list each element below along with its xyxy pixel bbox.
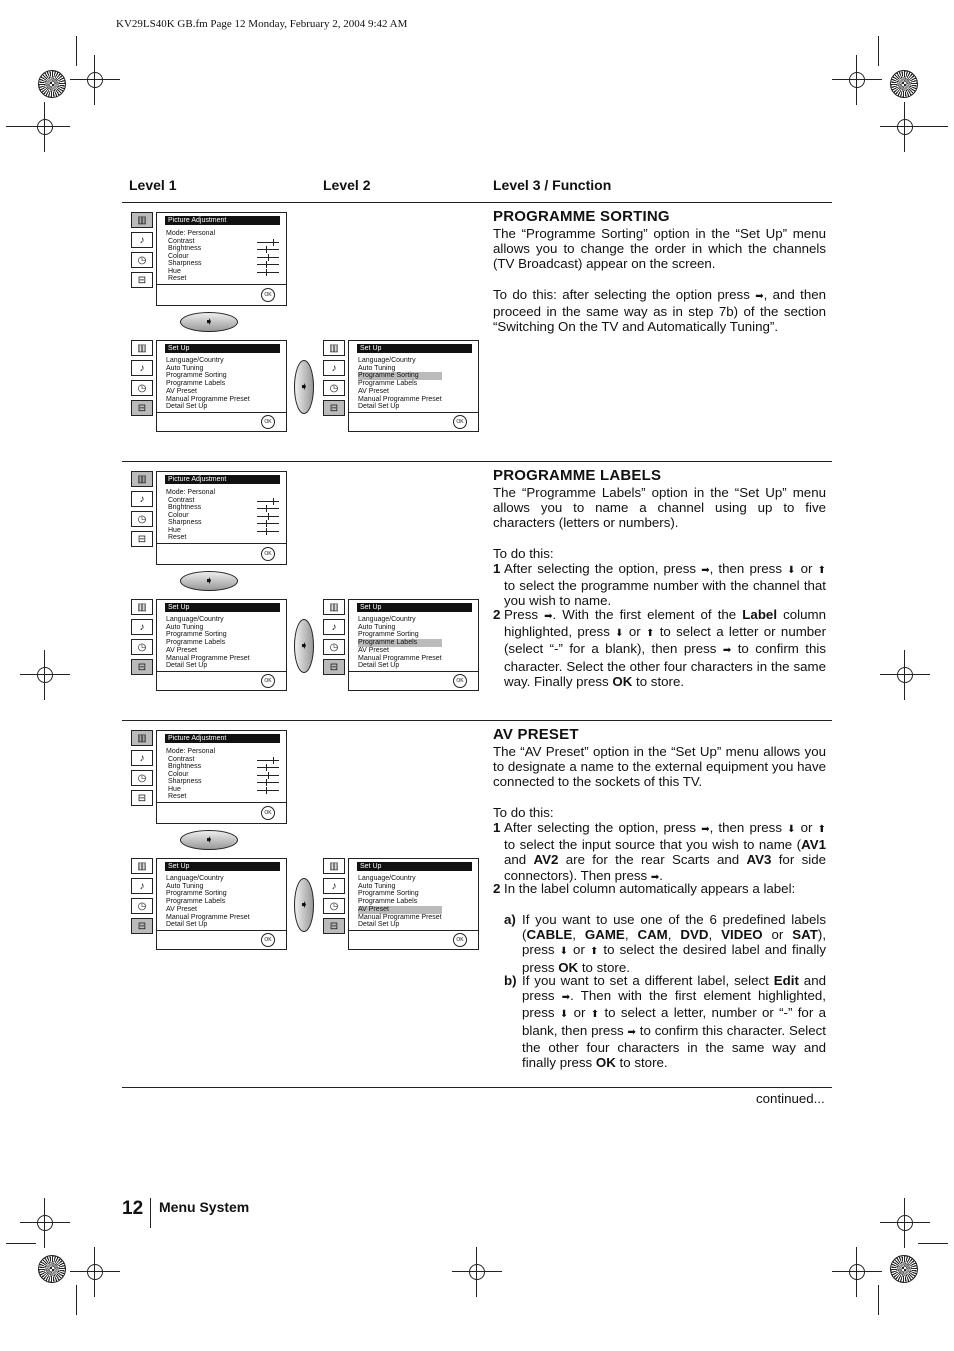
menu-title: Picture Adjustment (165, 216, 280, 225)
footer-divider (150, 1198, 151, 1228)
picture-icon: ▥ (131, 212, 153, 228)
timer-icon: ◷ (131, 898, 153, 914)
ok-button-icon: OK (453, 674, 467, 688)
menu-item: Detail Set Up (358, 921, 400, 929)
footer-section: Menu System (159, 1199, 250, 1215)
timer-icon: ◷ (131, 770, 153, 786)
setup-icon: ⊟ (131, 659, 153, 675)
menu-item: Language/Country (358, 357, 416, 364)
crosshair-mark (30, 1208, 60, 1238)
down-arrow-icon: ➧ (180, 312, 238, 332)
crosshair-mark (30, 112, 60, 142)
down-arrow-icon: ➧ (180, 830, 238, 850)
setup-icon: ⊟ (131, 272, 153, 288)
crosshair-mark (842, 65, 872, 95)
substep-letter: a) (504, 912, 516, 927)
right-arrow-icon: ➡ (544, 611, 553, 622)
picture-icon: ▥ (131, 730, 153, 746)
menu-item: Detail Set Up (166, 403, 208, 411)
menu-item: Colour (168, 252, 189, 260)
section-rule (122, 202, 832, 203)
menu-item: AV Preset (358, 646, 389, 654)
right-arrow-icon: ➡ (627, 1026, 636, 1038)
step-text: After selecting the option, press ➡, then press ⬇ or ⬆ to select the input source that you wish to name (AV1 and AV2 are for the rear Scarts and AV3 for side connectors). Then press ➡. (504, 820, 826, 885)
level3-heading: Level 3 / Function (493, 177, 612, 193)
sound-icon: ♪ (131, 360, 153, 376)
mode-label: Mode: Personal (166, 748, 216, 755)
sound-icon: ♪ (131, 750, 153, 766)
menu-title: Set Up (165, 344, 280, 353)
section-title: PROGRAMME SORTING (493, 208, 670, 225)
sound-icon: ♪ (323, 619, 345, 635)
menu-item: Hue (168, 785, 181, 793)
timer-icon: ◷ (323, 639, 345, 655)
menu-item: Brightness (168, 763, 202, 770)
menu-item: Colour (168, 770, 189, 778)
timer-icon: ◷ (323, 380, 345, 396)
picture-icon: ▥ (323, 340, 345, 356)
menu-item: Language/Country (358, 875, 416, 882)
right-arrow-icon: ➧ (294, 619, 314, 673)
menu-item: Programme Sorting (358, 890, 419, 898)
menu-title: Set Up (357, 344, 472, 353)
menu-item-highlighted: Programme Labels (358, 639, 442, 647)
menu-item: Contrast (168, 755, 195, 763)
menu-item: Programme Labels (166, 898, 226, 906)
picture-icon: ▥ (131, 471, 153, 487)
setup-menu (156, 340, 287, 432)
timer-icon: ◷ (131, 639, 153, 655)
menu-item: Contrast (168, 237, 195, 245)
crosshair-mark (890, 1208, 920, 1238)
step-text: After selecting the option, press ➡, then press ⬇ or ⬆ to select the programme number with the channel that you wish to name. (504, 561, 826, 609)
up-arrow-icon: ⬆ (817, 565, 826, 576)
setup-menu (156, 599, 287, 691)
menu-item: Reset (168, 534, 187, 541)
step-number: 1 (493, 820, 501, 835)
menu-item: Detail Set Up (166, 662, 208, 670)
down-arrow-icon: ⬇ (559, 1009, 569, 1021)
section-paragraph: The “Programme Labels” option in the “Set Up” menu allows you to name a channel using up to five characters (letters or numbers). (493, 485, 826, 531)
sound-icon: ♪ (131, 232, 153, 248)
right-arrow-icon: ➧ (294, 878, 314, 932)
section-paragraph: The “AV Preset” option in the “Set Up” menu allows you to designate a name to the external equipment you have connected to the sockets of this TV. (493, 744, 826, 790)
sound-icon: ♪ (131, 878, 153, 894)
menu-item: Language/Country (166, 616, 224, 623)
section-title: PROGRAMME LABELS (493, 467, 662, 484)
menu-item: Auto Tuning (166, 882, 204, 890)
sound-icon: ♪ (131, 619, 153, 635)
menu-item: Programme Sorting (166, 631, 227, 639)
right-arrow-icon: ➧ (294, 360, 314, 414)
setup-menu-level2 (348, 340, 479, 432)
menu-item: Programme Labels (358, 380, 418, 388)
menu-item: Auto Tuning (166, 623, 204, 631)
menu-item: Detail Set Up (166, 921, 208, 929)
continued-label: continued... (756, 1091, 825, 1106)
registration-rosette (890, 1255, 918, 1283)
todo-label: To do this: (493, 805, 554, 820)
setup-icon: ⊟ (323, 659, 345, 675)
up-arrow-icon: ⬆ (817, 824, 826, 835)
menu-title: Set Up (165, 862, 280, 871)
ok-button-icon: OK (261, 547, 275, 561)
menu-item: Manual Programme Preset (358, 654, 442, 662)
crosshair-mark (890, 112, 920, 142)
section-paragraph: The “Programme Sorting” option in the “Set Up” menu allows you to change the order in which the channels (TV Broadcast) appear on the screen. (493, 226, 826, 272)
mode-label: Mode: Personal (166, 489, 216, 496)
menu-item: Auto Tuning (166, 364, 204, 372)
menu-item: Auto Tuning (358, 364, 396, 372)
down-arrow-icon: ⬇ (559, 946, 568, 958)
ok-button-icon: OK (453, 415, 467, 429)
menu-item: Hue (168, 526, 181, 534)
right-arrow-icon: ➡ (650, 871, 660, 883)
level1-heading: Level 1 (129, 177, 177, 193)
menu-item: Reset (168, 275, 187, 282)
level2-heading: Level 2 (323, 177, 371, 193)
down-arrow-icon: ➧ (180, 571, 238, 591)
step-number: 2 (493, 881, 501, 896)
menu-item: Manual Programme Preset (358, 913, 442, 921)
menu-item-highlighted: Programme Sorting (358, 372, 442, 380)
step-number: 1 (493, 561, 501, 576)
setup-menu-level2 (348, 858, 479, 950)
setup-menu-level2 (348, 599, 479, 691)
menu-item: Sharpness (168, 260, 202, 267)
substep-letter: b) (504, 973, 517, 988)
picture-menu (156, 730, 287, 824)
crosshair-mark (462, 1257, 492, 1287)
menu-item: Programme Sorting (358, 631, 419, 639)
menu-item: AV Preset (358, 387, 389, 395)
crosshair-mark (30, 660, 60, 690)
menu-item-highlighted: AV Preset (358, 906, 442, 914)
section-rule (122, 720, 832, 721)
setup-menu (156, 858, 287, 950)
right-arrow-icon: ➡ (722, 645, 732, 657)
picture-icon: ▥ (131, 599, 153, 615)
menu-item: Brightness (168, 245, 202, 252)
menu-item: Programme Labels (166, 639, 226, 647)
menu-item: Sharpness (168, 778, 202, 785)
menu-item: Brightness (168, 504, 202, 511)
crosshair-mark (80, 1257, 110, 1287)
ok-button-icon: OK (261, 806, 275, 820)
setup-icon: ⊟ (131, 790, 153, 806)
ok-button-icon: OK (453, 933, 467, 947)
up-arrow-icon: ⬆ (646, 628, 655, 640)
down-arrow-icon: ⬇ (615, 628, 624, 640)
menu-item: AV Preset (166, 905, 197, 913)
mode-label: Mode: Personal (166, 230, 216, 237)
menu-item: Language/Country (166, 357, 224, 364)
crosshair-mark (80, 65, 110, 95)
picture-icon: ▥ (323, 599, 345, 615)
menu-item: Language/Country (358, 616, 416, 623)
section-rule (122, 461, 832, 462)
file-header: KV29LS40K GB.fm Page 12 Monday, February 2, 2004 9:42 AM (116, 18, 408, 30)
menu-item: Programme Sorting (166, 890, 227, 898)
menu-item: Manual Programme Preset (166, 913, 250, 921)
menu-item: Manual Programme Preset (166, 654, 250, 662)
menu-item: Hue (168, 267, 181, 275)
right-arrow-icon: ➡ (755, 291, 764, 302)
menu-item: AV Preset (166, 646, 197, 654)
setup-icon: ⊟ (131, 531, 153, 547)
registration-rosette (890, 70, 918, 98)
setup-icon: ⊟ (131, 918, 153, 934)
registration-rosette (38, 70, 66, 98)
picture-icon: ▥ (131, 340, 153, 356)
picture-menu (156, 471, 287, 565)
right-arrow-icon: ➡ (561, 992, 571, 1004)
section-paragraph: To do this: after selecting the option press ➡, and then proceed in the same way as in step 7b) of the section “Switching On the TV and Automatically Tuning”. (493, 287, 826, 335)
right-arrow-icon: ➡ (701, 565, 710, 576)
setup-icon: ⊟ (323, 400, 345, 416)
menu-item: Colour (168, 511, 189, 519)
sound-icon: ♪ (323, 878, 345, 894)
timer-icon: ◷ (131, 252, 153, 268)
todo-label: To do this: (493, 546, 554, 561)
menu-item: Programme Labels (166, 380, 226, 388)
menu-title: Set Up (165, 603, 280, 612)
picture-icon: ▥ (323, 858, 345, 874)
ok-button-icon: OK (261, 288, 275, 302)
menu-item: Reset (168, 793, 187, 800)
picture-menu (156, 212, 287, 306)
picture-icon: ▥ (131, 858, 153, 874)
menu-title: Set Up (357, 603, 472, 612)
up-arrow-icon: ⬆ (589, 946, 599, 958)
step-text: In the label column automatically appears a label: (504, 881, 796, 896)
substep-text: If you want to use one of the 6 predefined labels (CABLE, GAME, CAM, DVD, VIDEO or SAT), press ⬇ or ⬆ to select the desired label and finally press OK to store. (522, 912, 827, 975)
menu-item: Auto Tuning (358, 882, 396, 890)
menu-item: Manual Programme Preset (166, 395, 250, 403)
down-arrow-icon: ⬇ (787, 824, 796, 835)
registration-rosette (38, 1255, 66, 1283)
menu-item: Detail Set Up (358, 662, 400, 670)
right-arrow-icon: ➡ (701, 824, 710, 835)
step-number: 2 (493, 607, 501, 622)
menu-title: Set Up (357, 862, 472, 871)
menu-item: Detail Set Up (358, 403, 400, 411)
page-number: 12 (122, 1198, 144, 1219)
menu-item: Contrast (168, 496, 195, 504)
substep-text: If you want to set a different label, select Edit and press ➡. Then with the first element highlighted, press ⬇ or ⬆ to select a letter, number or “-” for a blank, then press ➡ to confirm this character. Select the other four characters in the same way and finally press OK to store. (522, 973, 826, 1071)
setup-icon: ⊟ (323, 918, 345, 934)
timer-icon: ◷ (323, 898, 345, 914)
section-rule (122, 1087, 832, 1088)
menu-item: Language/Country (166, 875, 224, 882)
menu-item: AV Preset (166, 387, 197, 395)
step-text: Press ➡. With the first element of the Label column highlighted, press ⬇ or ⬆ to select a letter or number (select “-” for a blank), then press ➡ to confirm this character. Select the other four characters in the same way. Finally press OK to store. (504, 607, 827, 689)
menu-item: Programme Labels (358, 898, 418, 906)
menu-item: Sharpness (168, 519, 202, 526)
ok-button-icon: OK (261, 674, 275, 688)
section-title: AV PRESET (493, 726, 579, 743)
up-arrow-icon: ⬆ (590, 1009, 600, 1021)
timer-icon: ◷ (131, 511, 153, 527)
menu-title: Picture Adjustment (165, 734, 280, 743)
sound-icon: ♪ (323, 360, 345, 376)
menu-item: Programme Sorting (166, 372, 227, 380)
menu-item: Auto Tuning (358, 623, 396, 631)
down-arrow-icon: ⬇ (787, 565, 796, 576)
menu-item: Manual Programme Preset (358, 395, 442, 403)
setup-icon: ⊟ (131, 400, 153, 416)
sound-icon: ♪ (131, 491, 153, 507)
ok-button-icon: OK (261, 415, 275, 429)
menu-title: Picture Adjustment (165, 475, 280, 484)
crosshair-mark (890, 660, 920, 690)
ok-button-icon: OK (261, 933, 275, 947)
crosshair-mark (842, 1257, 872, 1287)
timer-icon: ◷ (131, 380, 153, 396)
